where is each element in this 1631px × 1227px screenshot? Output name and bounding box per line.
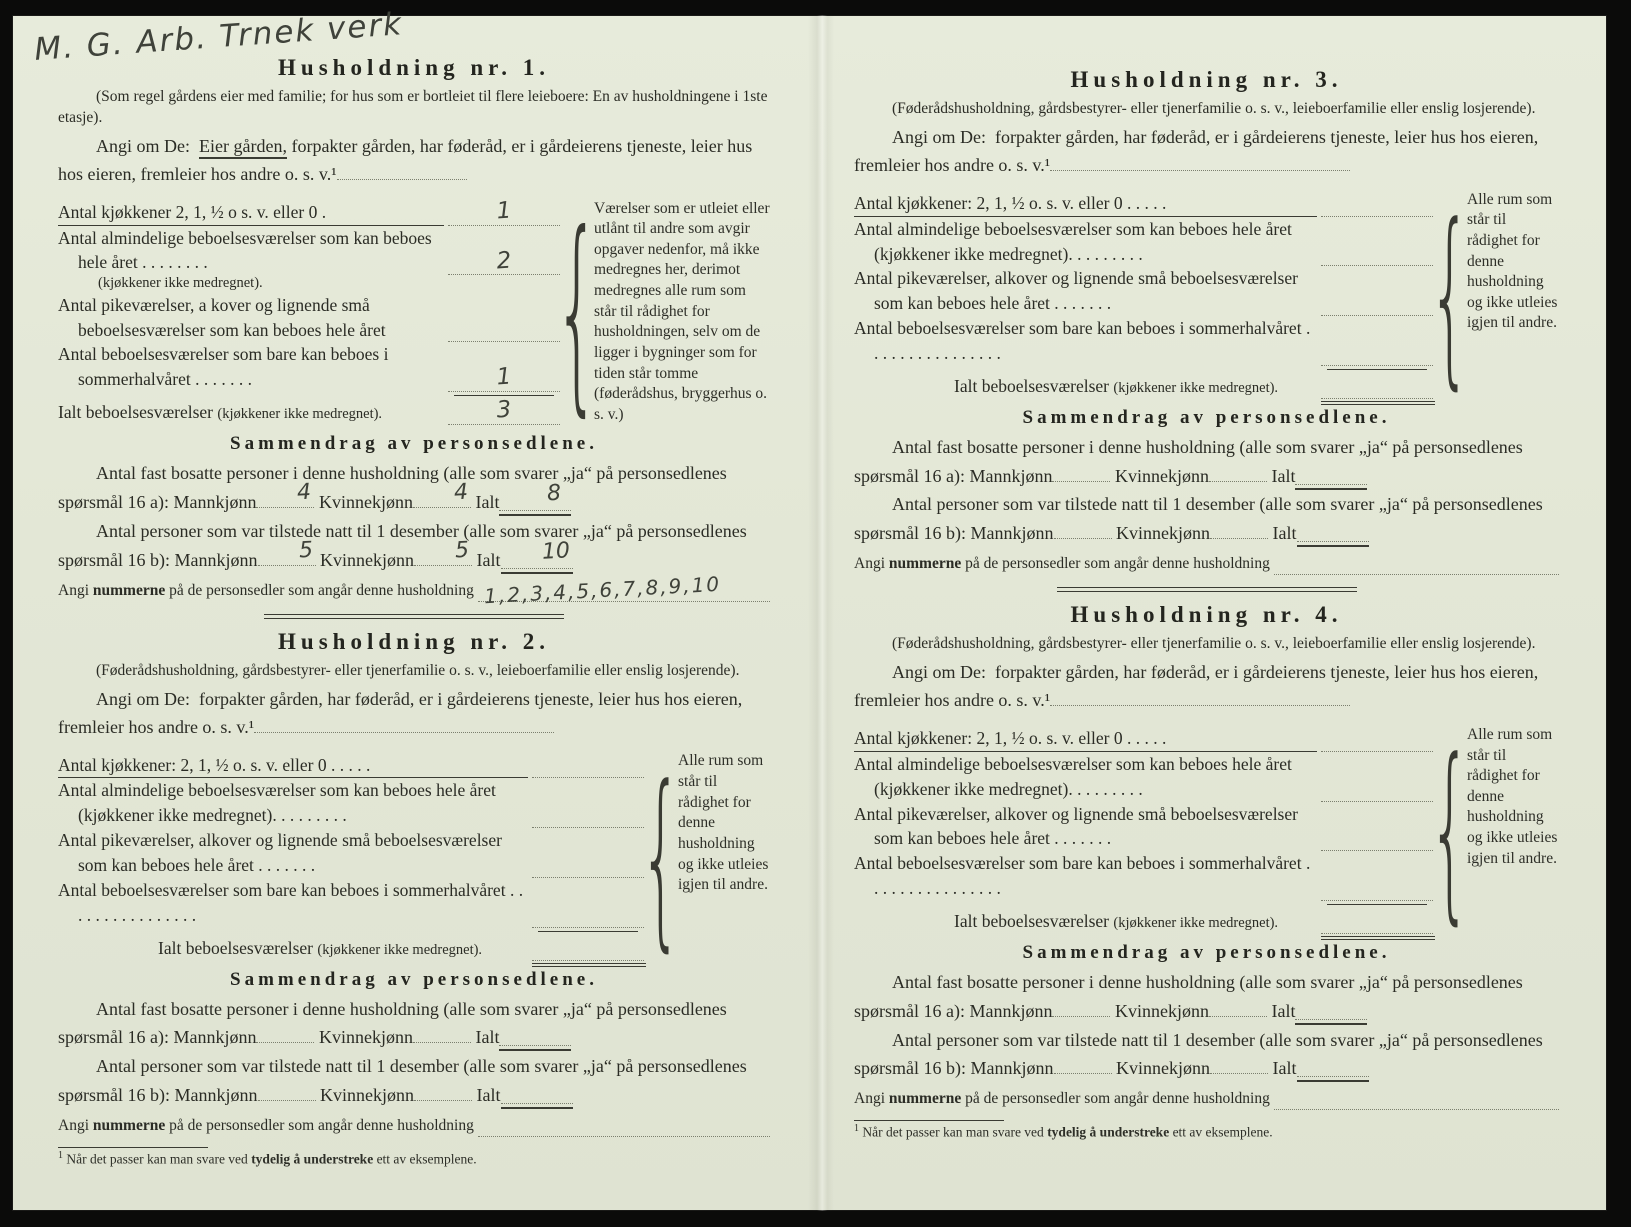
- household-section-4: [854, 602, 1559, 1110]
- angi-rest: forpakter gården, har føderåd, er i gårdeierens tjeneste, leier hus hos eieren, fremleier hos andre o. s. v.¹: [58, 688, 743, 737]
- answer-slot: [532, 751, 644, 778]
- answer-slot: [1321, 289, 1433, 316]
- answer-slot: [448, 398, 560, 425]
- field-label-ialt: Ialt: [1272, 1058, 1297, 1079]
- nummerne-line: [58, 571, 770, 608]
- field-label-ialt: Ialt: [1272, 523, 1297, 544]
- dotted-trail: [337, 165, 467, 180]
- angi-rest: forpakter gården, har føderåd, er i gårdeierens tjeneste, leier hus hos eieren, fremleier hos andre o. s. v.¹: [854, 126, 1539, 175]
- nummerne-text: Angi nummerne på de personsedler som angår denne husholdning: [58, 581, 474, 599]
- handwritten-value: 1: [495, 363, 513, 391]
- answer-slot: [448, 248, 560, 275]
- question-label: Antal almindelige beboelsesværelser som kan beboes hele året (kjøkkener ikke medregnet). . . . . . . . .: [854, 218, 1292, 264]
- question-label: Antal beboelsesværelser som bare kan beboes i sommerhalvåret . . . . . . . . . . . . . . . .: [58, 879, 524, 925]
- summary-16b-text: Antal personer som var tilstede natt til 1 desember (alle som svarer „ja“ på personsedlenes spørsmål 16 b):: [854, 494, 1543, 544]
- field-value-mann: 5: [258, 547, 316, 566]
- field-value-mann: [1052, 998, 1110, 1017]
- answer-slot: [448, 315, 560, 342]
- field-value-ialt: [1295, 464, 1367, 482]
- angi-prefix: Angi om De:: [892, 126, 986, 147]
- question-row: [854, 802, 1433, 852]
- dotted-trail: [1050, 156, 1350, 171]
- field-value-kvinne: [1210, 1055, 1268, 1074]
- nummerne-slot: [478, 1120, 770, 1137]
- document-page-right: [824, 15, 1607, 1211]
- side-note: Værelser som er utleiet eller utlånt til andre som avgir opgaver nedenfor, må ikke medregnes her, derimot medregnes alle rum som står til rådighet for husholdningen, selv om de ligger i bygninger som for tiden står tomme (føderådshus, bryggerhus o. s. v.): [594, 199, 770, 423]
- field-value-ialt: [499, 1025, 571, 1043]
- field-label-kvinne: Kvinnekjønn: [318, 1027, 413, 1048]
- question-label: Antal kjøkkener: 2, 1, ½ o. s. v. eller 0 . . . . .: [58, 753, 528, 779]
- question-label: Antal pikeværelser, alkover og lignende små beboelsesværelser som kan beboes hele året . . . . . . .: [854, 803, 1298, 849]
- question-label: Antal beboelsesværelser som bare kan beboes i sommerhalvåret . . . . . . . . . . . . . . . .: [854, 853, 1311, 899]
- summary-title: Sammendrag av personsedlene.: [230, 433, 598, 455]
- dotted-trail: [1050, 691, 1350, 706]
- questions-column: [58, 751, 644, 960]
- brace-glyph: {: [1428, 182, 1472, 407]
- question-row: [58, 828, 644, 878]
- field-label-mann: Mannkjønn: [174, 549, 258, 570]
- question-row: [854, 316, 1433, 366]
- dotted-trail: [254, 718, 554, 733]
- household-section-2: [58, 629, 770, 1137]
- field-label-mann: Mannkjønn: [174, 1084, 258, 1105]
- question-label: Antal beboelsesværelser som bare kan beboes i sommerhalvåret . . . . . . . . . . . . . . . .: [854, 318, 1311, 363]
- household-title: Husholdning nr. 2.: [278, 628, 550, 654]
- summary-line-16b: [854, 1026, 1559, 1084]
- nummerne-slot: [478, 571, 770, 608]
- field-value-kvinne: 4: [413, 489, 471, 508]
- nummerne-line: [58, 1114, 770, 1137]
- question-label: Antal almindelige beboelsesværelser som kan beboes hele året (kjøkkener ikke medregnet). . . . . . . . .: [58, 780, 496, 826]
- question-label: Antal almindelige beboelsesværelser som kan beboes hele året (kjøkkener ikke medregnet). . . . . . . . .: [854, 753, 1292, 799]
- questions-area: [58, 743, 770, 969]
- summary-16a-text: Antal fast bosatte personer i denne husholdning (alle som svarer „ja“ på personsedlenes spørsmål 16 a):: [854, 436, 1523, 486]
- field-value-mann: [256, 1024, 314, 1043]
- household-section-3: [854, 67, 1559, 592]
- handwritten-annotation: M. G. Arb. Trnek verk: [33, 6, 405, 68]
- footnote-rule: [854, 1120, 1004, 1121]
- handwritten-value: 1,2,3,4,5,6,7,8,9,10: [483, 571, 722, 608]
- handwritten-value: 3: [495, 396, 513, 424]
- footnote-bold: tydelig å understreke: [251, 1151, 374, 1167]
- field-value-mann: 4: [256, 489, 314, 508]
- summary-line-16a: [854, 968, 1559, 1026]
- summary-16b-text: Antal personer som var tilstede natt til 1 desember (alle som svarer „ja“ på personsedlenes spørsmål 16 b):: [58, 520, 747, 570]
- question-row: [854, 217, 1433, 267]
- handwritten-value: 1: [495, 197, 513, 225]
- household-intro: (Føderådshusholdning, gårdsbestyrer- eller tjenerfamilie o. s. v., leieboerfamilie eller enslig losjerende).: [892, 100, 1536, 117]
- question-label: Antal almindelige beboelsesværelser som kan beboes hele året . . . . . . . .: [58, 227, 432, 273]
- summary-line-16b: [58, 517, 770, 575]
- field-label-mann: Mannkjønn: [970, 1058, 1054, 1079]
- summary-title: Sammendrag av personsedlene.: [1022, 406, 1391, 428]
- answer-slot: [1321, 372, 1433, 399]
- answer-slot: [1321, 339, 1433, 366]
- angi-line: [854, 124, 1559, 180]
- footnote-marker: 1: [58, 1149, 63, 1161]
- question-row: [58, 293, 560, 343]
- question-row: [58, 751, 644, 778]
- summary-line-16a: [58, 459, 770, 517]
- field-value-kvinne: [1210, 520, 1268, 539]
- nummerne-text: Angi nummerne på de personsedler som angår denne husholdning: [854, 554, 1270, 572]
- nummerne-slot: [1274, 1093, 1559, 1110]
- field-label-ialt: Ialt: [476, 549, 501, 570]
- questions-column: [854, 725, 1433, 934]
- footnote-bold: tydelig å understreke: [1047, 1124, 1170, 1140]
- nummerne-line: [854, 1087, 1559, 1110]
- nummerne-text: Angi nummerne på de personsedler som angår denne husholdning: [854, 1090, 1270, 1108]
- field-value-mann: [1054, 520, 1112, 539]
- field-value-ialt: [1295, 999, 1367, 1017]
- side-note: Alle rum som står til rådighet for denne husholdning og ikke utleies igjen til andre.: [678, 752, 769, 894]
- field-label-mann: Mannkjønn: [969, 1000, 1053, 1021]
- field-label-ialt: Ialt: [475, 492, 500, 513]
- household-intro: (Som regel gårdens eier med familie; for hus som er bortleiet til flere leieboere: En av husholdningene i 1ste etasje).: [58, 88, 768, 126]
- household-section-1: [58, 55, 770, 619]
- footnote: [854, 1120, 1559, 1141]
- angi-prefix: Angi om De:: [96, 135, 190, 156]
- question-sublabel: (kjøkkener ikke medregnet).: [98, 275, 263, 292]
- summary-16a-text: Antal fast bosatte personer i denne husholdning (alle som svarer „ja“ på personsedlenes spørsmål 16 a):: [58, 463, 727, 513]
- answer-slot: [1321, 874, 1433, 901]
- footnote-text: Når det passer kan man svare ved: [66, 1151, 248, 1167]
- brace-glyph: {: [554, 188, 600, 436]
- question-row-ialt: [854, 907, 1433, 934]
- document-paper: [12, 6, 1607, 1211]
- field-value-kvinne: [1209, 463, 1267, 482]
- question-label: Antal beboelsesværelser som bare kan beboes i sommerhalvåret . . . . . . .: [58, 344, 389, 390]
- question-row: [854, 266, 1433, 316]
- answer-slot: [1321, 239, 1433, 266]
- summary-16a-text: Antal fast bosatte personer i denne husholdning (alle som svarer „ja“ på personsedlenes spørsmål 16 a):: [58, 998, 727, 1048]
- field-label-mann: Mannkjønn: [173, 492, 257, 513]
- question-label: Antal pikeværelser, a kover og lignende små beboelsesværelser som kan beboes hele året: [58, 294, 386, 340]
- field-label-mann: Mannkjønn: [970, 523, 1054, 544]
- answer-slot: [532, 801, 644, 828]
- answer-slot: [1321, 824, 1433, 851]
- summary-line-16b: [58, 1052, 770, 1110]
- field-value-mann: [1054, 1055, 1112, 1074]
- question-label: Antal kjøkkener: 2, 1, ½ o. s. v. eller 0 . . . . .: [854, 726, 1317, 752]
- questions-column: [854, 190, 1433, 399]
- field-label-kvinne: Kvinnekjønn: [1116, 523, 1210, 544]
- field-value-kvinne: [1209, 998, 1267, 1017]
- field-value-ialt: [1297, 521, 1369, 539]
- question-row: [854, 752, 1433, 802]
- question-label: Ialt beboelsesværelser (kjøkkener ikke medregnet).: [954, 911, 1279, 932]
- angi-line: [58, 133, 770, 189]
- field-label-kvinne: Kvinnekjønn: [320, 1084, 414, 1105]
- field-value-mann: [258, 1082, 316, 1101]
- field-label-kvinne: Kvinnekjønn: [320, 549, 414, 570]
- field-label-kvinne: Kvinnekjønn: [1114, 1000, 1209, 1021]
- handwritten-value: 2: [495, 247, 513, 275]
- field-label-mann: Mannkjønn: [969, 465, 1053, 486]
- answer-slot: [532, 851, 644, 878]
- field-label-kvinne: Kvinnekjønn: [1114, 465, 1209, 486]
- field-label-kvinne: Kvinnekjønn: [1116, 1058, 1210, 1079]
- answer-slot: [1321, 775, 1433, 802]
- answer-slot: [448, 365, 560, 392]
- angi-prefix: Angi om De:: [892, 662, 986, 683]
- nummerne-line: [854, 552, 1559, 575]
- brace-glyph: {: [1428, 717, 1472, 942]
- questions-area: [854, 182, 1559, 407]
- questions-area: [58, 188, 770, 436]
- household-title: Husholdning nr. 3.: [1070, 67, 1343, 92]
- field-value-ialt: 10: [501, 548, 573, 566]
- summary-line-16b: [854, 490, 1559, 548]
- question-label: Ialt beboelsesværelser (kjøkkener ikke medregnet).: [954, 375, 1279, 396]
- question-row: [58, 226, 560, 276]
- question-label: Antal pikeværelser, alkover og lignende små beboelsesværelser som kan beboes hele året . . . . . . .: [58, 830, 502, 875]
- field-value-kvinne: [414, 1082, 472, 1101]
- field-label-ialt: Ialt: [475, 1027, 500, 1048]
- footnote-text: Når det passer kan man svare ved: [862, 1124, 1044, 1140]
- summary-16a-text: Antal fast bosatte personer i denne husholdning (alle som svarer „ja“ på personsedlenes spørsmål 16 a):: [854, 971, 1523, 1021]
- side-note: Alle rum som står til rådighet for denne husholdning og ikke utleies igjen til andre.: [1467, 725, 1558, 867]
- summary-line-16a: [854, 433, 1559, 491]
- answer-slot: [532, 934, 644, 961]
- brace-glyph: {: [639, 743, 683, 969]
- household-intro: (Føderådshusholdning, gårdsbestyrer- eller tjenerfamilie o. s. v., leieboerfamilie eller enslig losjerende).: [96, 661, 740, 679]
- question-label: Ialt beboelsesværelser (kjøkkener ikke medregnet).: [158, 937, 483, 958]
- question-label: Antal pikeværelser, alkover og lignende små beboelsesværelser som kan beboes hele året . . . . . . .: [854, 268, 1298, 314]
- angi-rest: forpakter gården, har føderåd, er i gårdeierens tjeneste, leier hus hos eieren, fremleier hos andre o. s. v.¹: [854, 662, 1539, 711]
- field-label-ialt: Ialt: [1271, 465, 1296, 486]
- footnote-rule: [58, 1147, 208, 1148]
- footnote: [58, 1147, 770, 1168]
- field-value-kvinne: 5: [414, 547, 472, 566]
- angi-prefix: Angi om De:: [96, 688, 190, 709]
- nummerne-slot: [1274, 558, 1559, 575]
- summary-16b-text: Antal personer som var tilstede natt til 1 desember (alle som svarer „ja“ på personsedlenes spørsmål 16 b):: [854, 1029, 1543, 1079]
- household-title: Husholdning nr. 4.: [1070, 602, 1343, 628]
- answer-slot: [532, 901, 644, 928]
- field-label-ialt: Ialt: [1271, 1000, 1296, 1021]
- answer-slot: [448, 199, 560, 226]
- question-row: [58, 778, 644, 828]
- answer-slot: [1321, 907, 1433, 934]
- questions-column: [58, 199, 560, 426]
- underlined-answer: Eier gården,: [199, 136, 287, 159]
- field-value-ialt: [1297, 1056, 1369, 1074]
- field-label-mann: Mannkjønn: [173, 1027, 257, 1048]
- document-page-left: [12, 15, 808, 1211]
- angi-line: [854, 659, 1559, 715]
- answer-slot: [1321, 190, 1433, 217]
- footnote-marker: 1: [854, 1123, 859, 1135]
- question-row: [854, 851, 1433, 901]
- footnote-text: ett av eksemplene.: [376, 1151, 477, 1167]
- question-row: [854, 190, 1433, 217]
- summary-title: Sammendrag av personsedlene.: [1022, 941, 1391, 963]
- questions-area: [854, 717, 1559, 942]
- question-row: [854, 725, 1433, 752]
- field-label-kvinne: Kvinnekjønn: [318, 492, 413, 513]
- question-row-ialt: [854, 372, 1433, 399]
- nummerne-text: Angi nummerne på de personsedler som angår denne husholdning: [58, 1116, 474, 1134]
- angi-line: [58, 686, 770, 742]
- summary-title: Sammendrag av personsedlene.: [230, 968, 598, 990]
- section-divider: [264, 614, 564, 619]
- question-row: [58, 878, 644, 928]
- household-title: Husholdning nr. 1.: [278, 55, 550, 80]
- angi-rest: forpakter gården, har føderåd, er i gårdeierens tjeneste, leier hus hos eieren, fremleier hos andre o. s. v.¹: [58, 135, 753, 184]
- question-row: [58, 342, 560, 392]
- question-row-ialt: [58, 934, 644, 961]
- field-value-ialt: 8: [499, 490, 571, 508]
- footnote-text: ett av eksemplene.: [1172, 1124, 1273, 1140]
- question-row-ialt: [58, 398, 560, 425]
- field-value-ialt: [501, 1083, 573, 1101]
- summary-line-16a: [58, 995, 770, 1053]
- question-label: Antal kjøkkener: 2, 1, ½ o. s. v. eller 0 . . . . .: [854, 191, 1317, 217]
- question-row: [58, 199, 560, 226]
- summary-16b-text: Antal personer som var tilstede natt til 1 desember (alle som svarer „ja“ på personsedlenes spørsmål 16 b):: [58, 1056, 747, 1105]
- section-divider: [1057, 587, 1357, 592]
- field-label-ialt: Ialt: [476, 1084, 501, 1105]
- question-label: Antal kjøkkener 2, 1, ½ o s. v. eller 0 .: [58, 200, 444, 226]
- field-value-kvinne: [413, 1024, 471, 1043]
- answer-slot: [1321, 725, 1433, 752]
- field-value-mann: [1052, 463, 1110, 482]
- question-label: Ialt beboelsesværelser (kjøkkener ikke medregnet).: [58, 402, 383, 423]
- side-note: Alle rum som står til rådighet for denne husholdning og ikke utleies igjen til andre.: [1467, 190, 1558, 332]
- household-intro: (Føderådshusholdning, gårdsbestyrer- eller tjenerfamilie o. s. v., leieboerfamilie eller enslig losjerende).: [892, 635, 1536, 653]
